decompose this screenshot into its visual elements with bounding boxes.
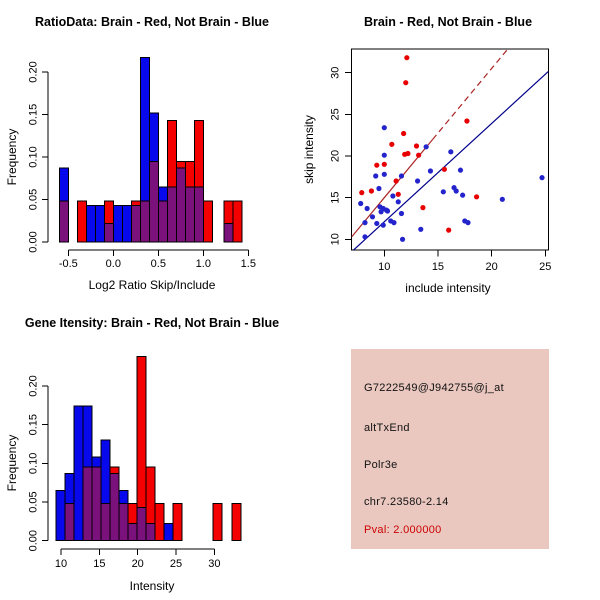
overlap-bar <box>149 161 158 242</box>
overlap-bar <box>59 201 68 242</box>
scatter-point <box>382 172 387 177</box>
overlap-bar <box>194 187 203 242</box>
x-tick-label: 10 <box>378 261 391 273</box>
overlap-bar <box>146 524 155 541</box>
scatter-point <box>404 55 409 60</box>
scatter-point <box>365 206 370 211</box>
x-axis-label: Log2 Ratio Skip/Include <box>88 278 216 292</box>
x-tick-label: 15 <box>93 558 106 570</box>
scatter-point <box>362 220 367 225</box>
locus-text: chr7.23580-2.14 <box>364 496 449 508</box>
scatter-point <box>420 205 425 210</box>
overlap-bar <box>104 223 113 242</box>
blue-bar <box>74 406 83 541</box>
x-tick-label: 25 <box>169 558 183 570</box>
scatter-point <box>416 153 421 158</box>
red-bar <box>155 504 164 541</box>
overlap-bar <box>131 205 140 242</box>
scatter-point <box>376 186 381 191</box>
y-tick-label: 15 <box>329 191 342 204</box>
scatter-point <box>474 194 479 199</box>
x-tick-label: 20 <box>485 261 498 273</box>
x-tick-label: -0.5 <box>58 258 78 270</box>
probe-id-text: G7222549@J942755@j_at <box>364 382 504 394</box>
x-tick-label: 10 <box>54 558 68 570</box>
bars-group <box>56 357 241 541</box>
overlap-bar <box>65 504 74 541</box>
scatter-point <box>399 211 404 216</box>
blue-bar <box>113 205 122 242</box>
blue-bar <box>122 205 131 242</box>
y-tick-label: 0.15 <box>27 413 40 436</box>
scatter-point <box>369 188 374 193</box>
red-bar <box>173 504 182 541</box>
scatter-point <box>378 209 383 214</box>
scatter-point <box>448 149 453 154</box>
scatter-point <box>394 178 399 183</box>
y-tick-label: 10 <box>329 233 342 246</box>
intensity-scatter-panel <box>302 15 551 295</box>
scatter-point <box>362 234 367 239</box>
ratio-hist-panel <box>5 15 269 292</box>
scatter-point <box>446 228 451 233</box>
scatter-point <box>391 220 396 225</box>
scatter-point <box>358 201 363 206</box>
x-axis-label: include intensity <box>405 281 491 295</box>
overlap-bar <box>140 201 149 242</box>
y-axis-label: Frequency <box>5 434 19 492</box>
red-bar <box>232 504 241 541</box>
scatter-point <box>389 142 394 147</box>
x-tick-label: 0.5 <box>150 258 166 270</box>
scatter-point <box>400 237 405 242</box>
overlap-bar <box>128 524 137 541</box>
scatter-point <box>428 168 433 173</box>
chart-title: RatioData: Brain - Red, Not Brain - Blue <box>34 15 270 29</box>
scatter-point <box>373 173 378 178</box>
overlap-bar <box>92 467 101 540</box>
chart-title: Gene Itensity: Brain - Red, Not Brain - Blue <box>24 316 280 330</box>
overlap-bar <box>167 187 176 242</box>
scatter-point <box>381 223 386 228</box>
chart-title: Brain - Red, Not Brain - Blue <box>363 15 533 29</box>
y-tick-label: 0.00 <box>27 231 40 253</box>
scatter-point <box>442 167 447 172</box>
overlap-bar <box>83 467 92 540</box>
red-bar <box>213 504 222 541</box>
scatter-point <box>374 221 379 226</box>
scatter-point <box>500 197 505 202</box>
scatter-point <box>454 188 459 193</box>
overlap-bar <box>224 223 233 242</box>
red-bar <box>77 201 86 242</box>
blue-bar <box>86 205 95 242</box>
scatter-point <box>414 143 419 148</box>
bars-group <box>59 58 242 242</box>
scatter-point <box>396 199 401 204</box>
y-tick-label: 0.20 <box>27 61 40 83</box>
scatter-point <box>465 220 470 225</box>
scatter-point <box>382 125 387 130</box>
y-axis-label: Frequency <box>5 128 19 186</box>
scatter-point <box>401 131 406 136</box>
scatter-point <box>424 144 429 149</box>
x-tick-label: 1.5 <box>240 258 256 270</box>
red-bar <box>203 201 212 242</box>
y-tick-label: 0.05 <box>27 188 40 211</box>
x-tick-label: 0.0 <box>105 258 121 270</box>
overlap-bar <box>110 473 119 540</box>
x-tick-label: 20 <box>131 558 144 570</box>
scatter-point <box>403 80 408 85</box>
scatter-point <box>382 153 387 158</box>
pval-text: Pval: 2.000000 <box>364 524 442 536</box>
overlap-bar <box>158 201 167 242</box>
x-tick-label: 1.0 <box>195 258 211 270</box>
not-brain-points <box>358 125 545 242</box>
overlap-bar <box>119 504 128 541</box>
y-tick-label: 0.10 <box>27 452 40 475</box>
scatter-point <box>385 208 390 213</box>
x-axis-label: Intensity <box>129 579 175 593</box>
y-tick-label: 0.10 <box>27 146 40 168</box>
y-tick-label: 20 <box>329 149 342 163</box>
y-tick-label: 0.15 <box>27 103 40 126</box>
brain-fit-line-extension <box>433 49 508 139</box>
scatter-point <box>405 151 410 156</box>
x-tick-label: 15 <box>431 261 445 273</box>
scatter-point <box>418 227 423 232</box>
y-tick-label: 0.00 <box>27 529 40 552</box>
gene-symbol-text: Polr3e <box>364 459 398 471</box>
scatter-point <box>390 193 395 198</box>
overlap-bar <box>101 504 110 541</box>
scatter-point <box>464 118 469 123</box>
scatter-point <box>460 193 465 198</box>
gene-hist-panel <box>5 316 279 593</box>
y-axis-label: skip intensity <box>302 115 316 184</box>
blue-bar <box>164 524 173 541</box>
y-tick-label: 0.20 <box>27 375 40 397</box>
splice-event-type-text: altTxEnd <box>364 422 410 434</box>
scatter-point <box>441 189 446 194</box>
overlap-bar <box>176 168 185 242</box>
info-panel <box>351 349 549 549</box>
scatter-point <box>370 214 375 219</box>
x-tick-label: 30 <box>208 558 221 570</box>
y-tick-label: 0.05 <box>27 491 40 513</box>
y-tick-label: 30 <box>329 66 342 79</box>
scatter-point <box>399 173 404 178</box>
overlap-bar <box>137 507 146 540</box>
scatter-point <box>382 162 387 167</box>
scatter-point <box>539 175 544 180</box>
red-bar <box>233 201 242 242</box>
scatter-point <box>458 168 463 173</box>
scatter-point <box>415 178 420 183</box>
scatter-point <box>359 190 364 195</box>
scatter-point <box>396 192 401 197</box>
y-tick-label: 25 <box>329 108 342 121</box>
scatter-point <box>374 163 379 168</box>
x-tick-label: 25 <box>539 261 552 273</box>
blue-bar <box>56 490 65 540</box>
blue-bar <box>95 205 104 242</box>
overlap-bar <box>185 187 194 242</box>
